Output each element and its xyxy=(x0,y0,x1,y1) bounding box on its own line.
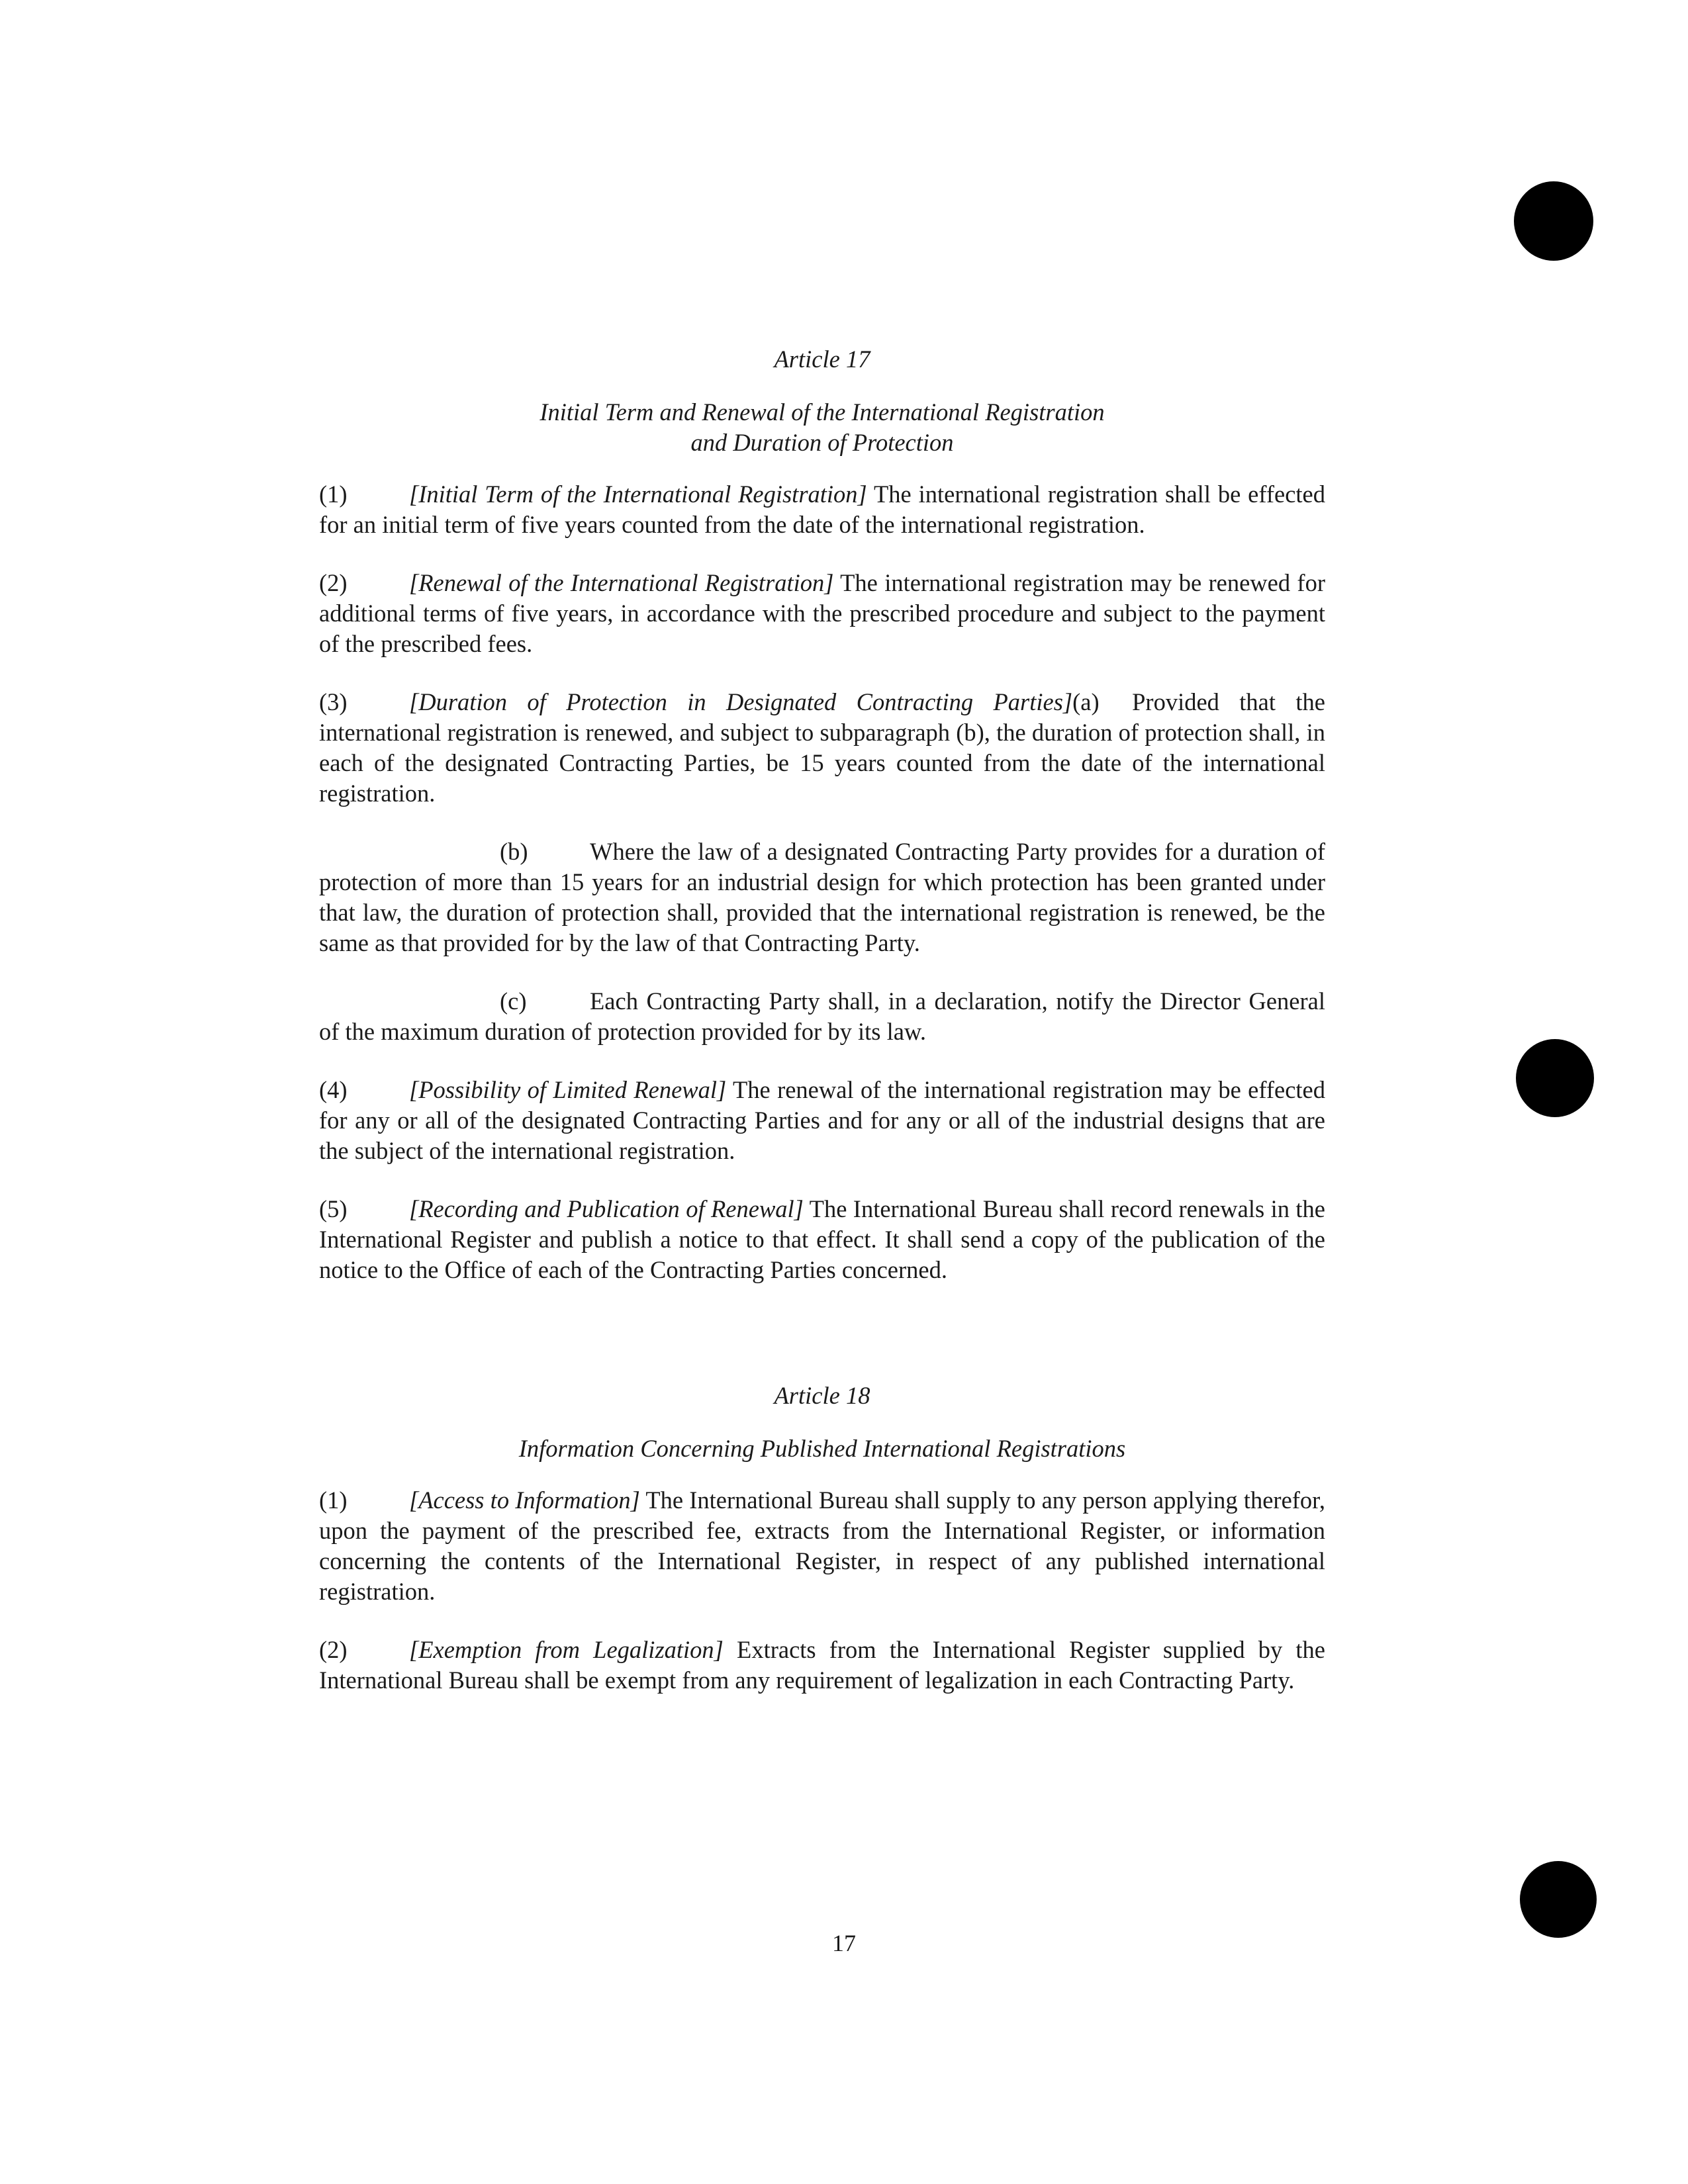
paragraph-text: The international registration shall be effected for an initial term of five years counted from the date of the international registration. xyxy=(319,480,1325,538)
article-17-paragraph-2 xyxy=(319,568,1325,659)
paragraph-number: (4) xyxy=(319,1076,348,1103)
paragraph-heading: [Access to Information] xyxy=(409,1486,640,1514)
paragraph-heading: [Recording and Publication of Renewal] xyxy=(409,1195,804,1222)
article-17-paragraph-3a xyxy=(319,687,1325,809)
article-17-paragraph-3b xyxy=(319,837,1325,958)
paragraph-number: (1) xyxy=(319,480,348,508)
paragraph-text: Where the law of a designated Contracting Party provides for a duration of protection of more than 15 years for an industrial design for which protection has been granted under that law, the duration of protection shall, provided that the international registration is renewed, be the same as that provided for by the law of that Contracting Party. xyxy=(319,838,1325,956)
paragraph-heading: [Possibility of Limited Renewal] xyxy=(409,1076,727,1103)
subparagraph-marker: (b) xyxy=(500,838,528,865)
subparagraph-marker: (a) xyxy=(1072,688,1100,715)
article-17-paragraph-1 xyxy=(319,479,1325,540)
article-17-paragraph-3c xyxy=(319,986,1325,1047)
paragraph-heading: [Renewal of the International Registration] xyxy=(409,569,834,596)
document-body xyxy=(319,344,1325,1723)
paragraph-number: (5) xyxy=(319,1195,348,1222)
article-17-paragraph-5 xyxy=(319,1194,1325,1285)
paragraph-number: (1) xyxy=(319,1486,348,1514)
paragraph-text: Extracts from the International Register supplied by the International Bureau shall be exempt from any requirement of legalization in each Contracting Party. xyxy=(319,1636,1325,1694)
punch-hole-bottom xyxy=(1520,1861,1597,1938)
article-17-number: Article 17 xyxy=(774,345,870,373)
paragraph-heading: [Exemption from Legalization] xyxy=(409,1636,724,1663)
page-number: 17 xyxy=(832,1930,856,1956)
paragraph-text: The International Bureau shall record renewals in the International Register and publish a notice to that effect. It shall send a copy of the publication of the notice to the Office of each of the Contracting Parties concerned. xyxy=(319,1195,1325,1283)
paragraph-text: The international registration may be renewed for additional terms of five years, in accordance with the prescribed procedure and subject to the payment of the prescribed fees. xyxy=(319,569,1325,657)
article-17-paragraph-4 xyxy=(319,1075,1325,1166)
article-18-paragraph-2 xyxy=(319,1635,1325,1696)
paragraph-text: The International Bureau shall supply to any person applying therefor, upon the payment of the prescribed fee, extracts from the International Register, or information concerning the contents of the International Register, in respect of any published international registration. xyxy=(319,1486,1326,1605)
paragraph-text: Provided that the international registration is renewed, and subject to subparagraph (b), the duration of protection shall, in each of the designated Contracting Parties, be 15 years counted from the date of the international registration. xyxy=(319,688,1325,807)
paragraph-heading: [Initial Term of the International Registration] xyxy=(409,480,867,508)
paragraph-text: Each Contracting Party shall, in a declaration, notify the Director General of the maximum duration of protection provided for by its law. xyxy=(319,987,1325,1045)
punch-hole-top xyxy=(1514,181,1593,261)
paragraph-number: (3) xyxy=(319,688,348,715)
article-18-paragraph-1 xyxy=(319,1485,1325,1607)
article-17-title-line2: and Duration of Protection xyxy=(690,429,954,456)
article-18-title: Information Concerning Published International Registrations xyxy=(518,1435,1126,1462)
article-17-title xyxy=(319,397,1325,458)
subparagraph-marker: (c) xyxy=(500,987,527,1015)
paragraph-number: (2) xyxy=(319,1636,348,1663)
paragraph-text: The renewal of the international registration may be effected for any or all of the designated Contracting Parties and for any or all of the industrial designs that are the subject of the international registration. xyxy=(319,1076,1326,1164)
paragraph-number: (2) xyxy=(319,569,348,596)
article-18-number: Article 18 xyxy=(774,1382,870,1409)
paragraph-heading: [Duration of Protection in Designated Contracting Parties] xyxy=(409,688,1073,715)
article-17-title-line1: Initial Term and Renewal of the International Registration xyxy=(539,398,1105,426)
punch-hole-middle xyxy=(1516,1039,1594,1117)
